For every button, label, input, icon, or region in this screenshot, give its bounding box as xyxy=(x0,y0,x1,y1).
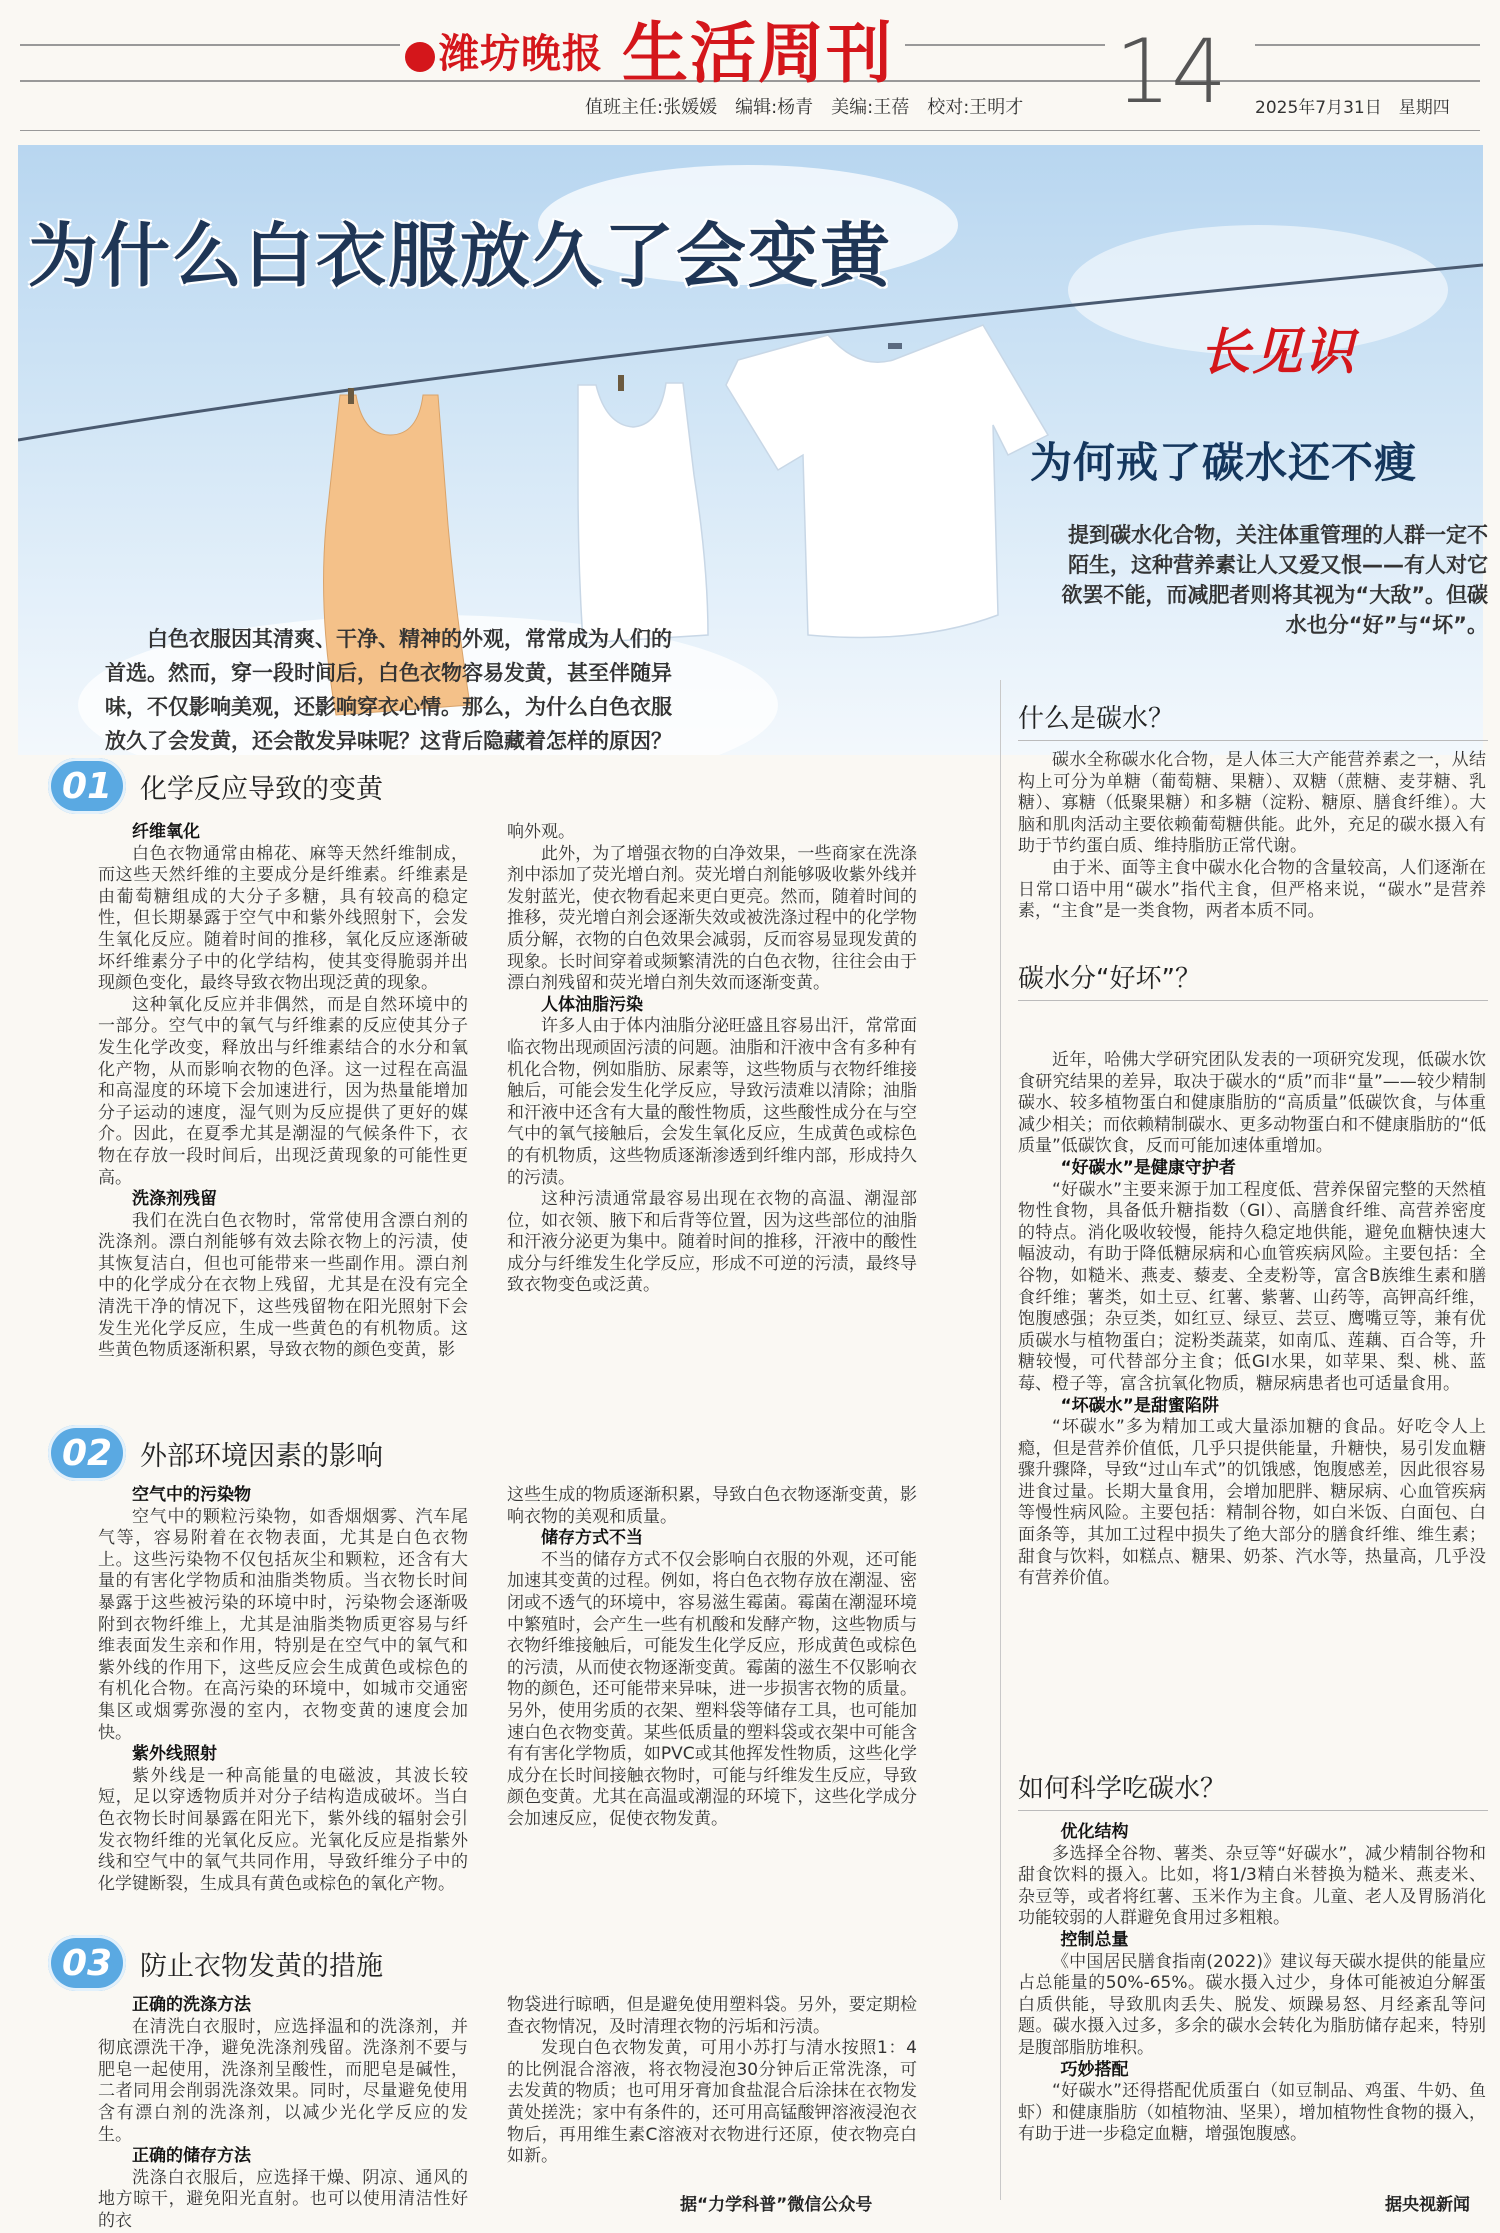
paragraph: 这种污渍通常最容易出现在衣物的高温、潮湿部位，如衣领、腋下和后背等位置，因为这些部位的油脂和汗液分泌更为集中。随着时间的推移，汗液中的酸性成分与纤维发生化学反应，形成不可逆的污渍，最终导致衣物变色或泛黄。 xyxy=(507,1189,917,1296)
masthead-rule-right xyxy=(1255,44,1480,46)
heading-rule xyxy=(1018,740,1488,741)
masthead-rule-mid xyxy=(905,44,1105,46)
section-1-right-column xyxy=(507,822,917,1297)
section-heading-1 xyxy=(48,758,383,814)
paragraph: “好碳水”主要来源于加工程度低、营养保留完整的天然植物性食物，具备低升糖指数（GI）、高膳食纤维、高营养密度的特点。消化吸收较慢，能持久稳定地供能，避免血糖快速大幅波动，有助于降低糖尿病和心血管疾病风险。主要包括：全谷物，如糙米、燕麦、藜麦、全麦粉等，富含B族维生素和膳食纤维；薯类，如土豆、红薯、紫薯、山药等，高钾高纤维，饱腹感强；杂豆类，如红豆、绿豆、芸豆、鹰嘴豆等，兼有优质碳水与植物蛋白；淀粉类蔬菜，如南瓜、莲藕、百合等，升糖较慢，可代替部分主食；低GI水果，如苹果、梨、桃、蓝莓、橙子等，富含抗氧化物质，糖尿病患者也可适量食用。 xyxy=(1018,1179,1486,1394)
section-number-badge: 01 xyxy=(48,758,126,814)
paragraph: 碳水全称碳水化合物，是人体三大产能营养素之一，从结构上可分为单糖（葡萄糖、果糖）、双糖（蔗糖、麦芽糖、乳糖）、寡糖（低聚果糖）和多糖（淀粉、糖原、膳食纤维）。大脑和肌肉活动主要依赖葡萄糖供能。此外，充足的碳水摄入有助于节约蛋白质、维持脂肪正常代谢。 xyxy=(1018,750,1486,857)
subheading: 巧妙搭配 xyxy=(1060,2059,1129,2080)
section-number-badge: 02 xyxy=(48,1425,126,1481)
side-heading-2: 碳水分“好坏”？ xyxy=(1018,964,1201,994)
side-title: 为何戒了碳水还不瘦 xyxy=(1030,438,1418,487)
subheading: 紫外线照射 xyxy=(132,1744,217,1765)
subheading: “好碳水”是健康守护者 xyxy=(1060,1157,1236,1178)
clothes-pin xyxy=(888,343,902,349)
paragraph: 白色衣物通常由棉花、麻等天然纤维制成，而这些天然纤维的主要成分是纤维素。纤维素是由葡萄糖组成的大分子多糖，具有较高的稳定性，但长期暴露于空气中和紫外线照射下，会发生氧化反应。随着时间的推移，氧化反应逐渐破坏纤维素分子中的化学结构，使其变得脆弱并出现颜色变化，最终导致衣物出现泛黄的现象。 xyxy=(98,843,468,994)
column-divider xyxy=(1000,680,1001,2200)
paragraph: 由于米、面等主食中碳水化合物的含量较高，人们逐渐在日常口语中用“碳水”指代主食，但严格来说，“碳水”是营养素，“主食”是一类食物，两者本质不同。 xyxy=(1018,857,1486,922)
section-name: 生活周刊 xyxy=(622,14,894,92)
paragraph-continued: 这些生成的物质逐渐积累，导致白色衣物逐渐变黄，影响衣物的美观和质量。 xyxy=(507,1485,917,1527)
section-1-left-column xyxy=(98,822,468,1362)
white-t-shirt xyxy=(726,325,1048,638)
side-kicker: 长见识 xyxy=(1200,322,1356,381)
article-intro: 白色衣服因其清爽、干净、精神的外观，常常成为人们的首选。然而，穿一段时间后，白色衣物容易发黄，甚至伴随异味，不仅影响美观，还影响穿衣心情。那么，为什么白色衣服放久了会发黄，还会散发异味呢？这背后隐藏着怎样的原因？ xyxy=(105,627,672,753)
paper-name: 潍坊晚报 xyxy=(439,30,603,77)
section-3-right-column xyxy=(507,1995,917,2168)
subheading: 空气中的污染物 xyxy=(132,1485,251,1505)
paragraph: 此外，为了增强衣物的白净效果，一些商家在洗涤剂中添加了荧光增白剂。荧光增白剂能够吸收紫外线并发射蓝光，使衣物看起来更白更亮。然而，随着时间的推移，荧光增白剂会逐渐失效或被洗涤过程中的化学物质分解，衣物的白色效果会减弱，反而容易显现发黄的现象。长时间穿着或频繁清洗的白色衣物，往往会由于漂白剂残留和荧光增白剂失效而逐渐变黄。 xyxy=(507,843,917,994)
side-lead: 提到碳水化合物，关注体重管理的人群一定不陌生，这种营养素让人又爱又恨——有人对它欲罢不能，而减肥者则将其视为“大敌”。但碳水也分“好”与“坏”。 xyxy=(1061,523,1488,637)
clothes-pin xyxy=(348,388,354,404)
paragraph: “好碳水”还得搭配优质蛋白（如豆制品、鸡蛋、牛奶、鱼虾）和健康脂肪（如植物油、坚果），增加植物性食物的摄入，有助于进一步稳定血糖，增强饱腹感。 xyxy=(1018,2081,1486,2145)
paragraph: 发现白色衣物发黄，可用小苏打与清水按照1：4的比例混合溶液，将衣物浸泡30分钟后正常洗涤，可去发黄的物质；也可用牙膏加食盐混合后涂抹在衣物发黄处搓洗；家中有条件的，还可用高锰酸钾溶液浸泡衣物后，再用维生素C溶液对衣物进行还原，使衣物亮白如新。 xyxy=(507,2038,917,2167)
paper-logo-icon xyxy=(405,42,435,72)
side-heading-3: 如何科学吃碳水？ xyxy=(1018,1774,1227,1804)
paragraph: 我们在洗白色衣物时，常常使用含漂白剂的洗涤剂。漂白剂能够有效去除衣物上的污渍，使其恢复洁白，但也可能带来一些副作用。漂白剂中的化学成分在衣物上残留，尤其是在没有完全清洗干净的情况下，这些残留物在阳光照射下会发生光化学反应，生成一些黄色的有机物质。这些黄色物质逐渐积累，导致衣物的颜色变黄，影 xyxy=(98,1210,468,1361)
section-2-left-column xyxy=(98,1485,468,1895)
subheading: 正确的洗涤方法 xyxy=(132,1995,251,2015)
paragraph: 这种氧化反应并非偶然，而是自然环境中的一部分。空气中的氧气与纤维素的反应使其分子发生化学改变，释放出与纤维素结合的水分和氧化产物，从而影响衣物的色泽。这一过程在高温和高湿度的环境下会加速进行，因为热量能增加分子运动的速度，湿气则为反应提供了更好的媒介。因此，在夏季尤其是潮湿的气候条件下，衣物在存放一段时间后，出现泛黄现象的可能性更高。 xyxy=(98,994,468,1188)
page-number: 14 xyxy=(1115,20,1227,123)
subheading: 纤维氧化 xyxy=(132,822,200,842)
heading-rule xyxy=(1018,1810,1488,1811)
paragraph: 紫外线是一种高能量的电磁波，其波长较短，足以穿透物质并对分子结构造成破坏。当白色衣物长时间暴露在阳光下，紫外线的辐射会引发衣物纤维的光氧化反应。光氧化反应是指紫外线和空气中的氧气共同作用，导致纤维分子中的化学键断裂，生成具有黄色或棕色的氧化产物。 xyxy=(98,1765,468,1894)
paragraph: 在清洗白衣服时，应选择温和的洗涤剂，并彻底漂洗干净，避免洗涤剂残留。洗涤剂不要与肥皂一起使用，洗涤剂呈酸性，而肥皂是碱性，二者同用会削弱洗涤效果。同时，尽量避免使用含有漂白剂的洗涤剂，以减少光化学反应的发生。 xyxy=(98,2016,468,2145)
masthead-rule-left xyxy=(20,44,400,46)
paragraph-continued: 物袋进行晾晒，但是避免使用塑料袋。另外，要定期检查衣物情况，及时清理衣物的污垢和污渍。 xyxy=(507,1995,917,2037)
main-source: 据“力学科普”微信公众号 xyxy=(680,2195,873,2215)
paragraph: 不当的储存方式不仅会影响白衣服的外观，还可能加速其变黄的过程。例如，将白色衣物存放在潮湿、密闭或不透气的环境中，容易滋生霉菌。霉菌在潮湿环境中繁殖时，会产生一些有机酸和发酵产物，这些物质与衣物纤维接触后，可能发生化学反应，形成黄色或棕色的污渍，从而使衣物逐渐变黄。霉菌的滋生不仅影响衣物的颜色，还可能带来异味，进一步损害衣物的质量。另外，使用劣质的衣架、塑料袋等储存工具，也可能加速白色衣物变黄。某些低质量的塑料袋或衣架中可能含有有害化学物质，如PVC或其他挥发性物质，这些化学成分在长时间接触衣物时，可能与纤维发生反应，导致颜色变黄。尤其在高温或潮湿的环境下，这些化学成分会加速反应，促使衣物发黄。 xyxy=(507,1549,917,1829)
section-heading-3 xyxy=(48,1935,383,1991)
side-source: 据央视新闻 xyxy=(1385,2195,1470,2215)
issue-date: 2025年7月31日 星期四 xyxy=(1255,98,1450,118)
side-body-1 xyxy=(1018,750,1486,923)
side-body-2 xyxy=(1018,1050,1486,1590)
masthead-rule-3 xyxy=(20,130,1480,131)
section-heading-2 xyxy=(48,1425,383,1481)
article-title: 为什么白衣服放久了会变黄 xyxy=(28,215,892,297)
subheading: 优化结构 xyxy=(1060,1822,1129,1842)
section-title: 化学反应导致的变黄 xyxy=(140,773,383,805)
paragraph: 洗涤白衣服后，应选择干燥、阴凉、通风的地方晾干，避免阳光直射。也可以使用清洁性好的衣 xyxy=(98,2167,468,2231)
paragraph: 许多人由于体内油脂分泌旺盛且容易出汗，常常面临衣物出现顽固污渍的问题。油脂和汗液中含有多种有机化合物，例如脂肪、尿素等，这些物质与衣物纤维接触后，可能会发生化学反应，导致污渍难以清除；油脂和汗液中还含有大量的酸性物质，这些酸性成分在与空气中的氧气接触后，会发生氧化反应，生成黄色或棕色的有机物质，这些物质逐渐渗透到纤维内部，形成持久的污渍。 xyxy=(507,1016,917,1188)
section-title: 防止衣物发黄的措施 xyxy=(140,1950,383,1982)
paragraph: “坏碳水”多为精加工或大量添加糖的食品。好吃令人上瘾，但是营养价值低，几乎只提供能量，升糖快，易引发血糖骤升骤降，导致“过山车式”的饥饿感，饱腹感差，因此很容易进食过量。长期大量食用，会增加肥胖、糖尿病、心血管疾病等慢性病风险。主要包括：精制谷物，如白米饭、白面包、白面条等，其加工过程中损失了绝大部分的膳食纤维、维生素；甜食与饮料，如糕点、糖果、奶茶、汽水等，热量高，几乎没有营养价值。 xyxy=(1018,1417,1486,1589)
paragraph: 多选择全谷物、薯类、杂豆等“好碳水”，减少精制谷物和甜食饮料的摄入。比如，将1/3精白米替换为糙米、燕麦米、杂豆等，或者将红薯、玉米作为主食。儿童、老人及胃肠消化功能较弱的人群避免食用过多粗粮。 xyxy=(1018,1843,1486,1929)
paper-logo xyxy=(405,22,603,79)
paragraph-continued: 响外观。 xyxy=(507,822,575,842)
paragraph: 空气中的颗粒污染物，如香烟烟雾、汽车尾气等，容易附着在衣物表面，尤其是白色衣物上。这些污染物不仅包括灰尘和颗粒，还含有大量的有害化学物质和油脂类物质。当衣物长时间暴露于这些被污染的环境中时，污染物会逐渐吸附到衣物纤维上，尤其是油脂类物质更容易与纤维表面发生亲和作用，特别是在空气中的氧气和紫外线的作用下，这些反应会生成黄色或棕色的有机化合物。在高污染的环境中，如城市交通密集区或烟雾弥漫的室内，衣物变黄的速度会加快。 xyxy=(98,1506,468,1743)
heading-rule xyxy=(1018,1000,1488,1001)
subheading: 正确的储存方法 xyxy=(132,2146,251,2167)
subheading: 储存方式不当 xyxy=(541,1528,643,1549)
paragraph: 近年，哈佛大学研究团队发表的一项研究发现，低碳水饮食研究结果的差异，取决于碳水的“质”而非“量”——较少精制碳水、较多植物蛋白和健康脂肪的“高质量”低碳饮食，与体重减少相关；而依赖精制碳水、更多动物蛋白和不健康脂肪的“低质量”低碳饮食，反而可能加速体重增加。 xyxy=(1018,1050,1486,1157)
editor-credits: 值班主任:张媛媛 编辑:杨青 美编:王蓓 校对:王明才 xyxy=(585,97,1024,118)
clothes-pin xyxy=(618,375,624,391)
section-number-badge: 03 xyxy=(48,1935,126,1991)
subheading: 洗涤剂残留 xyxy=(132,1189,217,1210)
white-tank-top xyxy=(578,383,708,643)
side-heading-1: 什么是碳水？ xyxy=(1018,704,1175,734)
subheading: “坏碳水”是甜蜜陷阱 xyxy=(1060,1395,1219,1416)
subheading: 控制总量 xyxy=(1060,1929,1129,1950)
subheading: 人体油脂污染 xyxy=(541,994,643,1015)
section-3-left-column xyxy=(98,1995,468,2233)
paragraph: 《中国居民膳食指南(2022)》建议每天碳水提供的能量应占总能量的50%-65%。碳水摄入过少，身体可能被迫分解蛋白质供能，导致肌肉丢失、脱发、烦躁易怒、月经紊乱等问题。碳水摄入过多，多余的碳水会转化为脂肪储存起来，特别是腹部脂肪堆积。 xyxy=(1018,1951,1486,2058)
section-2-right-column xyxy=(507,1485,917,1831)
section-title: 外部环境因素的影响 xyxy=(140,1440,383,1472)
side-body-3 xyxy=(1018,1822,1486,2146)
